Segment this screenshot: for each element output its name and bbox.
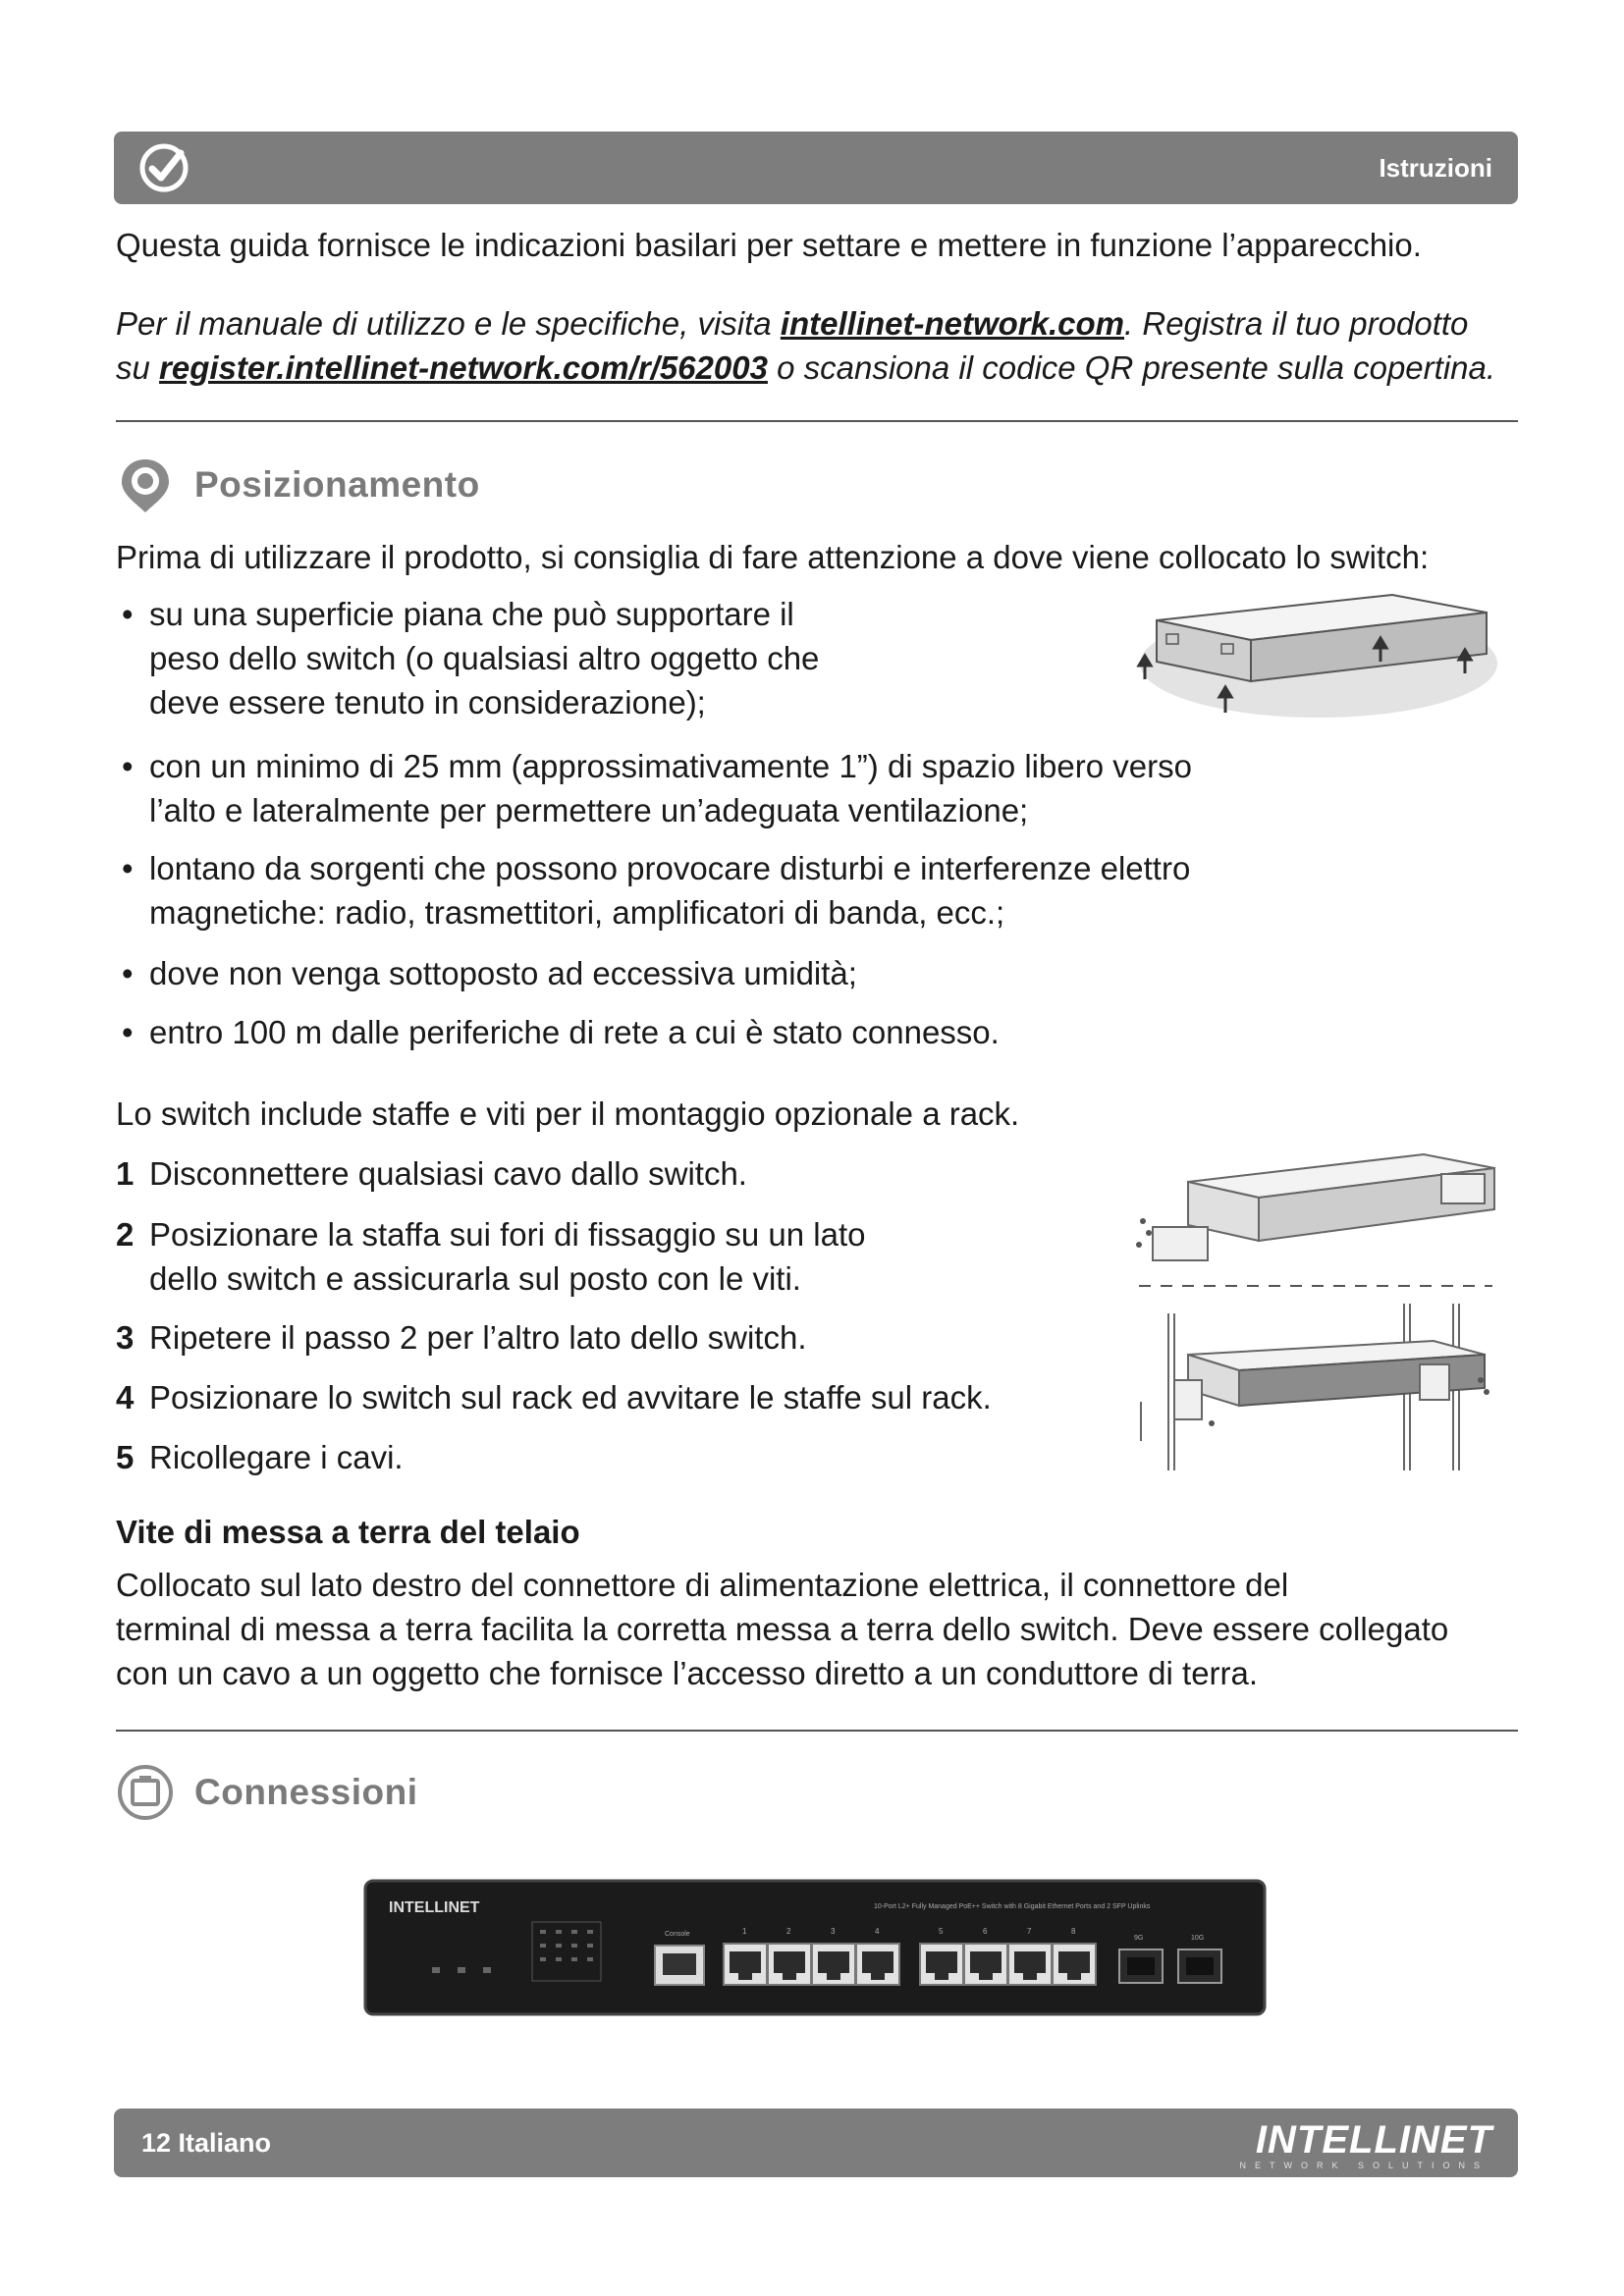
manual-info-suffix: . Registra il tuo prodotto: [1124, 305, 1469, 342]
section-title: Connessioni: [194, 1772, 418, 1812]
positioning-bullets: [116, 592, 819, 724]
port-number-label: 6: [983, 1927, 988, 1936]
paragraph-line: Collocato sul lato destro del connettore di alimentazione elettrica, il connettore del: [116, 1567, 1289, 1603]
ethernet-port: [724, 1944, 767, 1985]
positioning-bullets: [116, 1010, 1000, 1054]
divider: [116, 420, 1518, 422]
rack-intro: Lo switch include staffe e viti per il montaggio opzionale a rack.: [116, 1095, 1020, 1132]
list-item: [116, 592, 819, 724]
port-number-label: 8: [1071, 1927, 1076, 1936]
console-label: Console: [665, 1931, 690, 1938]
positioning-bullets: [116, 744, 1192, 832]
rack-steps: [116, 1435, 404, 1479]
manual-info-prefix: Per il manuale di utilizzo e le specifiche, visita: [116, 305, 781, 342]
brand-name: INTELLINET: [1255, 2118, 1492, 2162]
paragraph-line: terminal di messa a terra facilita la corretta messa a terra dello switch. Deve essere collegato: [116, 1611, 1449, 1647]
list-item: [116, 1010, 1000, 1054]
section-positioning-heading: [116, 455, 480, 514]
checkmark-icon: [137, 141, 190, 194]
sfp-label: 10G: [1191, 1935, 1205, 1942]
switch-surface-illustration: [1127, 585, 1500, 732]
list-item: [116, 951, 857, 995]
step-item: [116, 1435, 404, 1479]
section-title: Posizionamento: [194, 464, 480, 505]
port-number-label: 2: [786, 1927, 791, 1936]
page-number-label: 12 Italiano: [141, 2128, 272, 2158]
ethernet-port: [856, 1944, 899, 1985]
sfp-port: [1119, 1949, 1163, 1983]
paragraph-line: con un cavo a un oggetto che fornisce l’accesso diretto a un conduttore di terra.: [116, 1655, 1259, 1691]
switch-front-panel: [363, 1879, 1267, 2016]
list-line: • entro 100 m dalle periferiche di rete a cui è stato connesso.: [149, 1014, 1000, 1050]
panel-model-text: 10-Port L2+ Fully Managed PoE++ Switch with 8 Gigabit Ethernet Ports and 2 SFP Uplinks: [874, 1903, 1151, 1910]
ethernet-port: [964, 1944, 1007, 1985]
panel-brand: INTELLINET: [389, 1899, 480, 1916]
register-suffix: o scansiona il codice QR presente sulla copertina.: [767, 349, 1496, 386]
step-item: [116, 1151, 747, 1196]
port-icon: [116, 1763, 175, 1822]
list-line: • dove non venga sottoposto ad eccessiva umidità;: [149, 955, 857, 991]
port-number-label: 4: [875, 1927, 880, 1936]
footer-bar: [114, 2109, 1518, 2177]
rack-mount-illustration: [1129, 1147, 1502, 1475]
port-number-label: 3: [831, 1927, 836, 1936]
ethernet-port: [768, 1944, 811, 1985]
ethernet-port: [812, 1944, 855, 1985]
step-number: 4: [116, 1379, 135, 1415]
list-line: • lontano da sorgenti che possono provocare disturbi e interferenze elettro: [149, 850, 1191, 886]
sfp-port: [1178, 1949, 1221, 1983]
brand-tagline: NETWORK SOLUTIONS: [1239, 2161, 1489, 2170]
step-text: Ricollegare i cavi.: [149, 1439, 404, 1475]
port-number-label: 7: [1027, 1927, 1032, 1936]
brand-logo: [1208, 2118, 1492, 2169]
intro-text: Questa guida fornisce le indicazioni basilari per settare e mettere in funzione l’apparecchio.: [116, 227, 1422, 263]
step-line: dello switch e assicurarla sul posto con le viti.: [149, 1260, 801, 1297]
list-line: • con un minimo di 25 mm (approssimativamente 1”) di spazio libero verso: [149, 748, 1192, 784]
port-number-label: 1: [742, 1927, 747, 1936]
header-label: Istruzioni: [1379, 153, 1492, 183]
rack-steps: [116, 1315, 807, 1360]
list-line: l’alto e lateralmente per permettere un’adeguata ventilazione;: [149, 792, 1029, 828]
ethernet-port: [1053, 1944, 1096, 1985]
step-text: Ripetere il passo 2 per l’altro lato dello switch.: [149, 1319, 807, 1356]
console-port: [655, 1946, 704, 1985]
section-connections-heading: [116, 1763, 418, 1822]
header-bar: [114, 132, 1518, 204]
step-item: [116, 1212, 865, 1301]
website-link[interactable]: intellinet-network.com: [780, 305, 1125, 342]
positioning-bullets: [116, 846, 1190, 934]
ground-screw-text: [116, 1563, 1448, 1695]
sfp-label: 9G: [1134, 1935, 1144, 1942]
positioning-bullets: [116, 951, 857, 995]
step-number: 1: [116, 1155, 135, 1192]
ethernet-port: [920, 1944, 963, 1985]
rack-steps: [116, 1375, 992, 1419]
step-number: 2: [116, 1216, 135, 1253]
ethernet-port: [1008, 1944, 1052, 1985]
list-line: • su una superficie piana che può supportare il: [149, 596, 794, 632]
step-item: [116, 1315, 807, 1360]
register-prefix: su: [116, 349, 160, 386]
step-text: Disconnettere qualsiasi cavo dallo switch.: [149, 1155, 747, 1192]
register-link[interactable]: register.intellinet-network.com/r/562003: [159, 349, 768, 386]
list-line: deve essere tenuto in considerazione);: [149, 684, 706, 721]
list-line: magnetiche: radio, trasmettitori, amplificatori di banda, ecc.;: [149, 894, 1005, 931]
step-number: 5: [116, 1439, 135, 1475]
port-number-label: 5: [939, 1927, 944, 1936]
rack-steps: [116, 1212, 865, 1301]
step-item: [116, 1375, 992, 1419]
divider: [116, 1730, 1518, 1732]
rack-steps: [116, 1151, 747, 1196]
step-number: 3: [116, 1319, 135, 1356]
step-text: [149, 1212, 865, 1301]
list-line: peso dello switch (o qualsiasi altro oggetto che: [149, 640, 820, 676]
step-text: Posizionare lo switch sul rack ed avvitare le staffe sul rack.: [149, 1379, 992, 1415]
step-line: Posizionare la staffa sui fori di fissaggio su un lato: [149, 1216, 866, 1253]
ground-screw-title: Vite di messa a terra del telaio: [116, 1514, 580, 1550]
manual-info: [116, 301, 1495, 390]
location-pin-icon: [116, 455, 175, 514]
positioning-lead: Prima di utilizzare il prodotto, si consiglia di fare attenzione a dove viene collocato lo switch:: [116, 539, 1430, 575]
list-item: [116, 846, 1190, 934]
list-item: [116, 744, 1192, 832]
